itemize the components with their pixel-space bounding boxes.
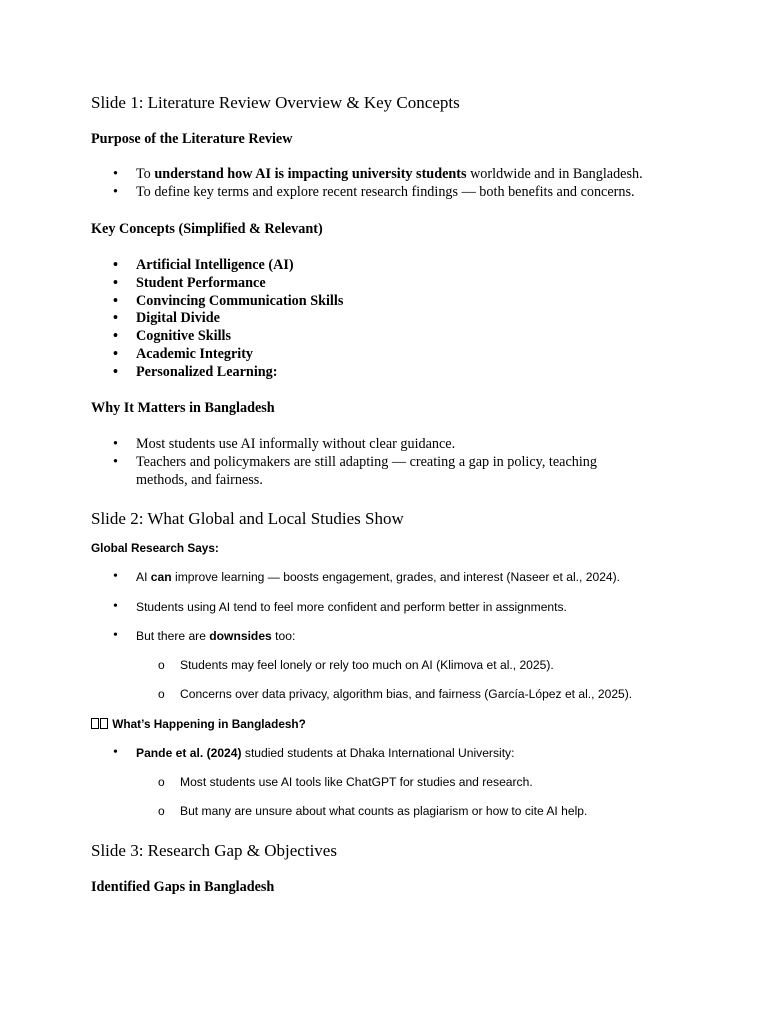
list-item: • Most students use AI informally without clear guidance. [0,436,636,454]
why-list [0,436,636,489]
list-item: • Cognitive Skills [0,328,343,346]
list-item: • Convincing Communication Skills [0,293,343,311]
slide2-title: Slide 2: What Global and Local Studies Show [91,509,404,528]
list-item: • Students using AI tend to feel more confident and perform better in assignments. [136,600,567,614]
sub-list-item: o Students may feel lonely or rely too much on AI (Klimova et al., 2025). [180,658,554,672]
list-item: • Teachers and policymakers are still adapting — creating a gap in policy, teaching methods, and fairness. [0,454,636,490]
sub-list-item: o Most students use AI tools like ChatGPT for studies and research. [180,775,533,789]
list-item: • Artificial Intelligence (AI) [0,257,343,275]
list-item: • Academic Integrity [0,346,343,364]
purpose-list [0,166,643,202]
sub-list-item: o Concerns over data privacy, algorithm bias, and fairness (García-López et al., 2025). [180,687,632,701]
purpose-heading: Purpose of the Literature Review [91,131,293,147]
flag-glyph-icon [100,718,108,729]
flag-glyph-icon [91,718,99,729]
list-item: • But there are downsides too: [136,629,295,643]
concepts-list [0,257,343,382]
list-item: • Student Performance [0,275,343,293]
sub-list-item: o But many are unsure about what counts as plagiarism or how to cite AI help. [180,804,587,818]
slide1-title: Slide 1: Literature Review Overview & Key Concepts [91,93,460,112]
list-item: • Personalized Learning: [0,364,343,382]
slide3-title: Slide 3: Research Gap & Objectives [91,841,337,860]
list-item: • To define key terms and explore recent research findings — both benefits and concerns. [0,184,643,202]
global-heading: Global Research Says: [91,541,219,555]
gaps-heading: Identified Gaps in Bangladesh [91,879,275,895]
list-item: • To understand how AI is impacting university students worldwide and in Bangladesh. [0,166,643,184]
list-item: • AI can improve learning — boosts engagement, grades, and interest (Naseer et al., 2024). [136,570,620,584]
local-heading: What’s Happening in Bangladesh? [91,717,306,731]
list-item: • Digital Divide [0,310,343,328]
concepts-heading: Key Concepts (Simplified & Relevant) [91,221,323,237]
why-heading: Why It Matters in Bangladesh [91,400,275,416]
list-item: • Pande et al. (2024) studied students at Dhaka International University: [136,746,514,760]
